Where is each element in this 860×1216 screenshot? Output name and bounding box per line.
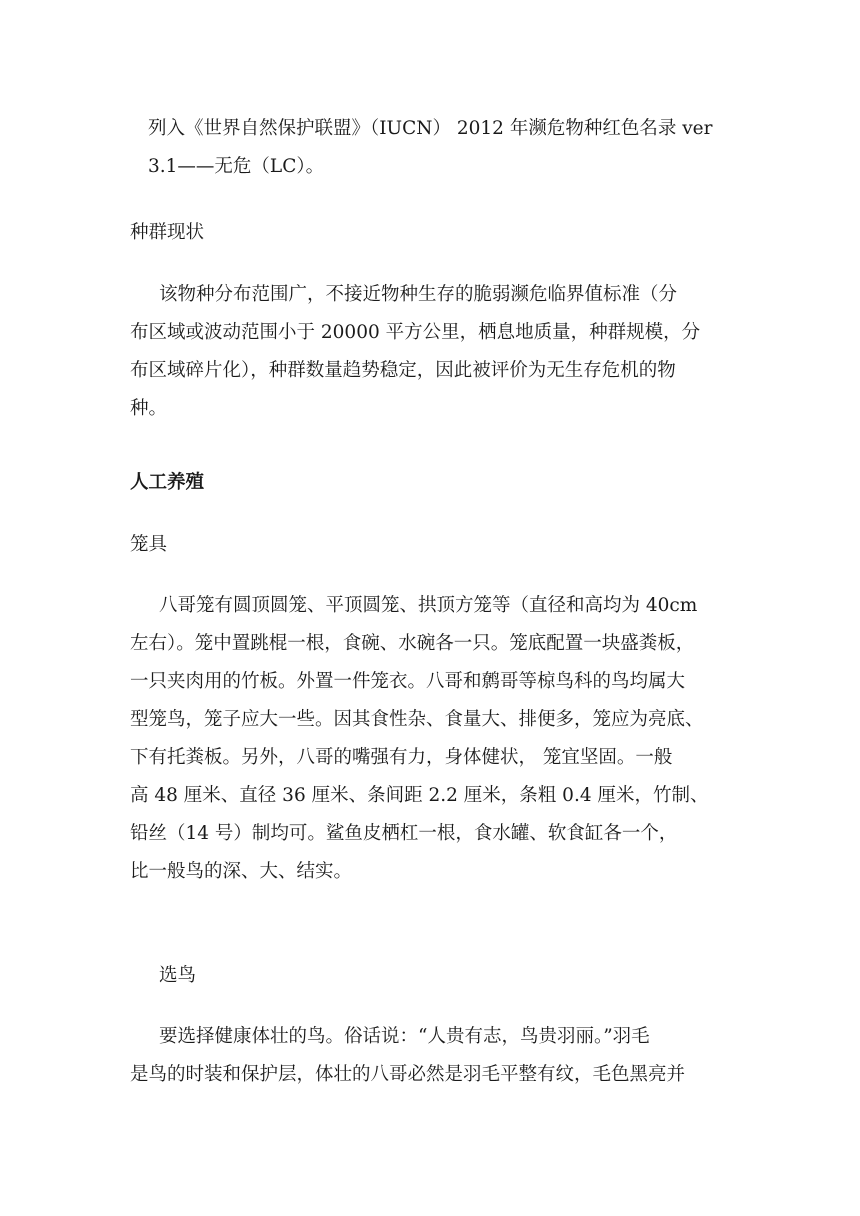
cage-heading: 笼具 bbox=[130, 534, 168, 555]
paragraph-line: 型笼鸟，笼子应大一些。因其食性杂、食量大、排便多，笼应为亮底、 bbox=[130, 709, 704, 730]
paragraph-line: 高 48 厘米、直径 36 厘米、条间距 2.2 厘米，条粗 0.4 厘米，竹制、 bbox=[130, 785, 709, 806]
paragraph-line: 选鸟 bbox=[159, 965, 197, 986]
bird-selection-paragraph bbox=[130, 1018, 730, 1094]
bird-selection-heading bbox=[130, 957, 730, 995]
paragraph-line: 种。 bbox=[130, 398, 168, 419]
paragraph-line: 要选择健康体壮的鸟。俗话说：“人贵有志，鸟贵羽丽。”羽毛 bbox=[159, 1026, 650, 1047]
paragraph-line: 比一般鸟的深、大、结实。 bbox=[130, 861, 353, 882]
iucn-status-paragraph bbox=[130, 110, 730, 186]
paragraph-line: 八哥笼有圆顶圆笼、平顶圆笼、拱顶方笼等（直径和高均为 40cm bbox=[159, 595, 698, 616]
population-status-paragraph bbox=[130, 276, 730, 428]
paragraph-line: 3.1——无危（LC）。 bbox=[148, 156, 325, 177]
paragraph-line: 布区域或波动范围小于 20000 平方公里，栖息地质量，种群规模，分 bbox=[130, 322, 701, 343]
paragraph-line: 一只夹肉用的竹板。外置一件笼衣。八哥和鹩哥等椋鸟科的鸟均属大 bbox=[130, 671, 686, 692]
paragraph-line: 列入《世界自然保护联盟》（IUCN） 2012 年濒危物种红色名录 ver bbox=[148, 118, 713, 139]
paragraph-line: 该物种分布范围广，不接近物种生存的脆弱濒危临界值标准（分 bbox=[159, 284, 678, 305]
paragraph-line: 左右）。笼中置跳棍一根，食碗、水碗各一只。笼底配置一块盛粪板， bbox=[130, 633, 695, 654]
artificial-breeding-heading: 人工养殖 bbox=[130, 472, 205, 493]
paragraph-line: 下有托粪板。另外，八哥的嘴强有力，身体健状， 笼宜坚固。一般 bbox=[130, 747, 673, 768]
paragraph-line: 布区域碎片化），种群数量趋势稳定，因此被评价为无生存危机的物 bbox=[130, 360, 676, 381]
paragraph-line: 铅丝（14 号）制均可。鲨鱼皮栖杠一根，食水罐、软食缸各一个， bbox=[130, 823, 678, 844]
cage-paragraph bbox=[130, 587, 730, 891]
paragraph-line: 是鸟的时装和保护层，体壮的八哥必然是羽毛平整有纹，毛色黑亮并 bbox=[130, 1064, 686, 1085]
population-status-heading: 种群现状 bbox=[130, 222, 205, 243]
